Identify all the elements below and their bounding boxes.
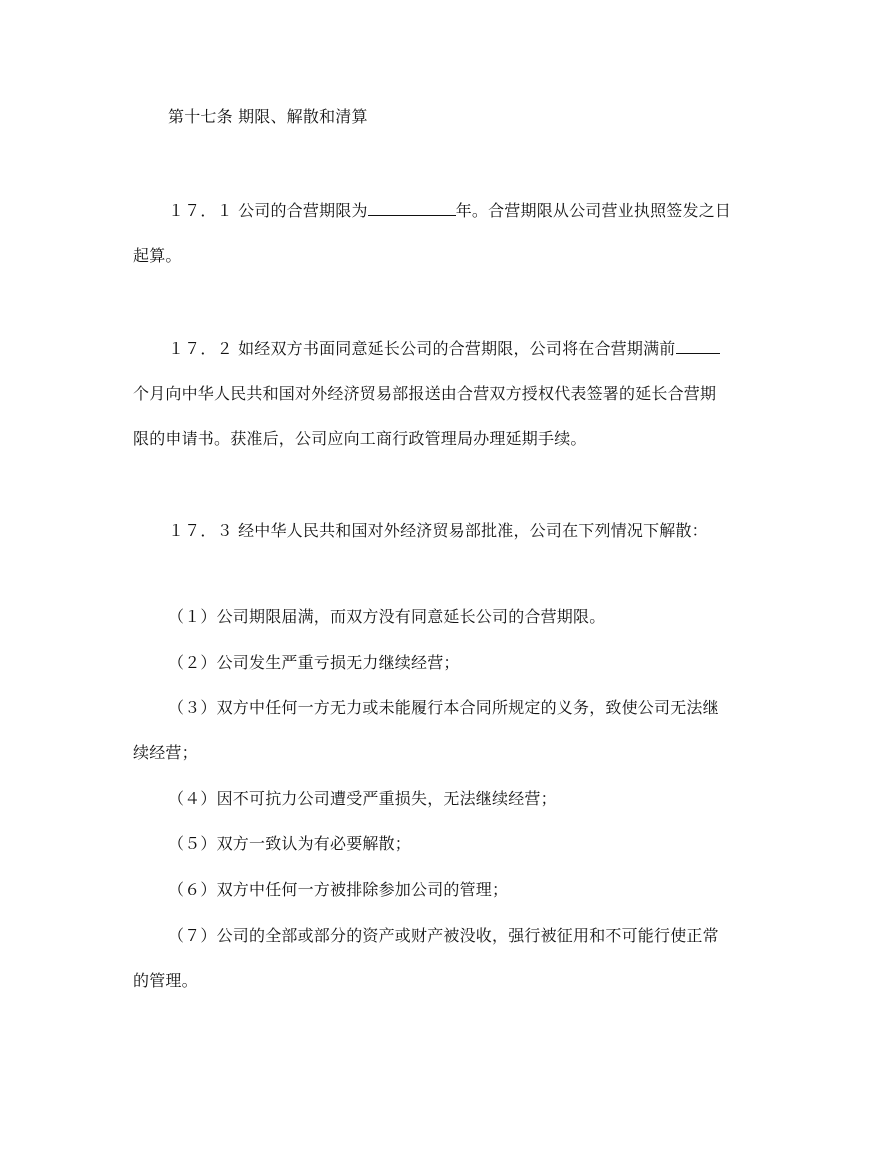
clause-17-3-line-1: １７．３ 经中华人民共和国对外经济贸易部批准，公司在下列情况下解散： xyxy=(168,521,708,540)
list-item-4: （４）因不可抗力公司遭受严重损失，无法继续经营； xyxy=(168,789,557,808)
list-item-3-line-2: 续经营； xyxy=(133,743,198,762)
clause-17-2-line-2: 个月向中华人民共和国对外经济贸易部报送由合营双方授权代表签署的延长合营期 xyxy=(133,384,717,403)
clause-17-2-text: １７．２ 如经双方书面同意延长公司的合营期限，公司将在合营期满前 xyxy=(168,339,676,358)
list-item-1: （１）公司期限届满，而双方没有同意延长公司的合营期限。 xyxy=(168,607,606,626)
list-item-7-line-1: （７）公司的全部或部分的资产或财产被没收，强行被征用和不可能行使正常 xyxy=(168,926,719,945)
list-item-7-line-2: 的管理。 xyxy=(133,971,198,990)
list-item-5: （５）双方一致认为有必要解散； xyxy=(168,834,412,853)
clause-17-1-line-2: 起算。 xyxy=(133,246,182,265)
article-title: 第十七条 期限、解散和清算 xyxy=(168,107,368,126)
clause-17-1-line-1 xyxy=(168,200,731,222)
clause-17-1-prefix: １７．１ 公司的合营期限为 xyxy=(168,201,368,220)
clause-17-2-line-1 xyxy=(168,338,720,360)
list-item-3-line-1: （３）双方中任何一方无力或未能履行本合同所规定的义务，致使公司无法继 xyxy=(168,698,719,717)
list-item-6: （６）双方中任何一方被排除参加公司的管理； xyxy=(168,880,509,899)
clause-17-2-line-3: 限的申请书。获准后，公司应向工商行政管理局办理延期手续。 xyxy=(133,429,587,448)
clause-17-1-suffix: 年。合营期限从公司营业执照签发之日 xyxy=(455,201,732,220)
list-item-2: （２）公司发生严重亏损无力继续经营； xyxy=(168,653,460,672)
term-years-blank xyxy=(368,200,456,216)
months-blank xyxy=(676,338,720,354)
